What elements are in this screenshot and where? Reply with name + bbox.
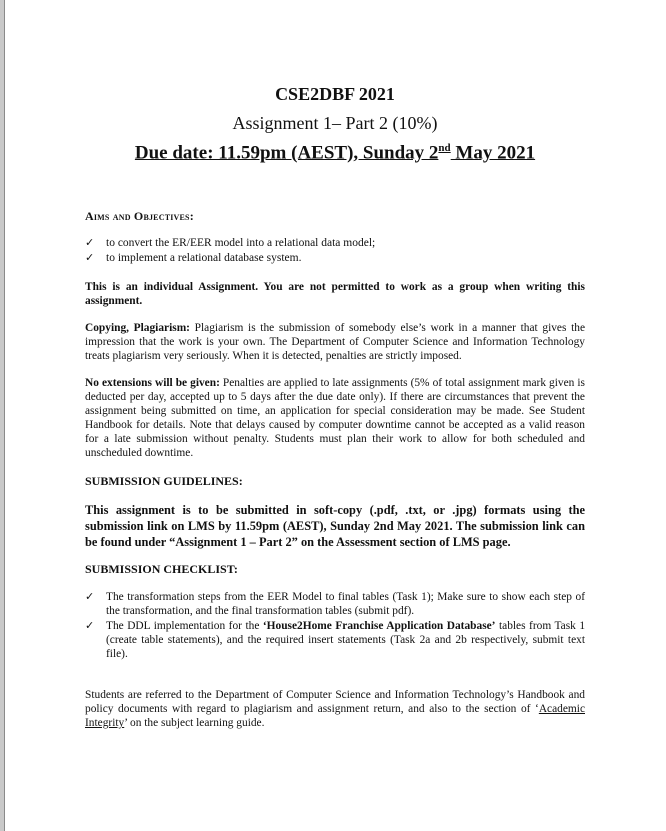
individual-notice: This is an individual Assignment. You are not permitted to work as a group when writing this assignment. [85,281,585,307]
footer-text-pre: Students are referred to the Department of Computer Science and Information Technology’s Handbook and policy documents with regard to plagiarism and assignment return, and also to the section of ‘ [85,689,585,715]
guidelines-text: This assignment is to be submitted in soft-copy (.pdf, .txt, or .jpg) formats using the submission link on LMS by 11.59pm (AEST), Sunday 2nd May 2021. The submission link can be found under “Assignment 1 – Part 2” on the Assessment section of LMS page. [85,503,585,549]
academic-integrity-link[interactable]: Academic Integrity [85,703,585,729]
checkmark-icon: ✓ [85,591,95,603]
plagiarism-text: Plagiarism is the submission of somebody else’s work in a manner that gives the impression that the work is your own. The Department of Computer Science and Information Technology treats plagiarism very seriously. When it is detected, penalties are strictly imposed. [85,322,586,362]
footer-text-post: ’ on the subject learning guide. [124,717,265,729]
assignment-subtitle: Assignment 1– Part 2 (10%) [232,113,438,133]
due-date-main: Due date: 11.59pm (AEST), Sunday 2 [134,142,439,164]
aims-item [85,236,585,251]
checklist-item-post: tables from Task 1 (create table statements), and the required insert statements (Task 2a and 2b respectively, submit text file). [106,620,586,660]
due-date-superscript: nd [438,142,451,154]
extensions-label: No extensions will be given: [85,377,220,389]
database-name: ‘House2Home Franchise Application Database’ [262,620,496,632]
extensions-paragraph [85,376,585,460]
checklist-item [85,590,585,618]
plagiarism-paragraph [85,321,585,363]
extensions-text: Penalties are applied to late assignments (5% of total assignment mark given is deducted per day, accepted up to 5 days after the due date only). If there are circumstances that prevent the assignment being submitted on time, an application for special consideration may be made. See Student Handbook for details. Note that delays caused by computer downtime cannot be accepted as a valid reason for a late submission without penalty. Students must plan their work to allow for both scheduled and unscheduled downtime. [85,377,585,459]
checklist-heading: SUBMISSION CHECKLIST: [85,562,238,576]
guidelines-heading: SUBMISSION GUIDELINES: [85,474,243,488]
due-date [85,142,585,164]
checklist-item [85,619,585,661]
checklist-item-pre: The DDL implementation for the [106,620,263,632]
aims-item-text: to convert the ER/EER model into a relational data model; [106,237,376,249]
aims-item [85,251,585,266]
due-date-end: May 2021 [450,142,536,164]
course-title: CSE2DBF 2021 [275,84,395,104]
submission-checklist [85,590,585,662]
plagiarism-label: Copying, Plagiarism: [85,322,190,334]
checkmark-icon: ✓ [85,252,95,264]
aims-item-text: to implement a relational database system. [106,252,302,264]
footer-paragraph [85,688,585,730]
aims-heading: Aims and Objectives: [85,209,194,223]
aims-list [85,236,585,266]
checkmark-icon: ✓ [85,620,95,632]
checkmark-icon: ✓ [85,237,95,249]
document-page [4,0,666,831]
checklist-item-text: The transformation steps from the EER Model to final tables (Task 1); Make sure to show each step of the transformation, and the final transformation tables (submit pdf). [106,591,585,617]
